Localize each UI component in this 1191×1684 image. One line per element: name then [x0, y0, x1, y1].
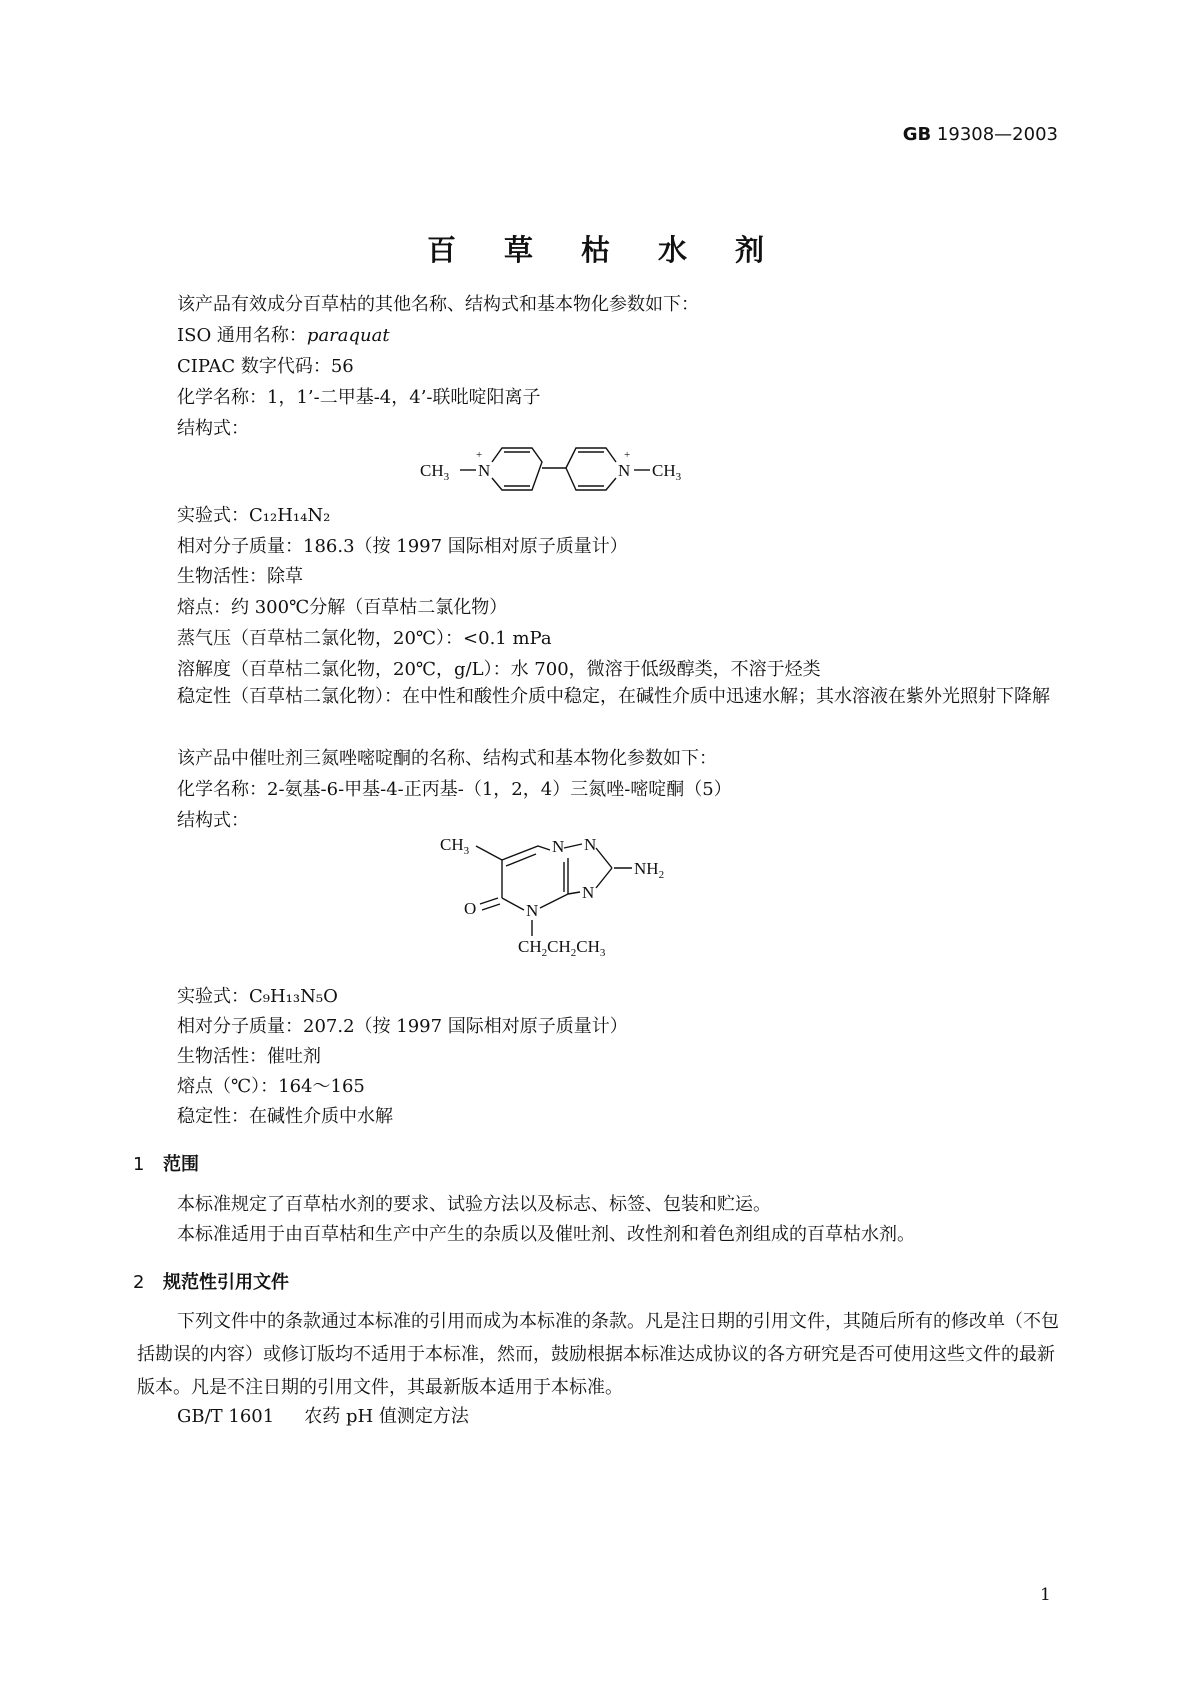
paraquat-molecular-mass: 相对分子质量：186.3（按 1997 国际相对原子质量计） [177, 536, 628, 557]
paraquat-activity: 生物活性：除草 [177, 566, 303, 587]
section-2-paragraph: 下列文件中的条款通过本标准的引用而成为本标准的条款。凡是注日期的引用文件，其随后所有的修改单（不包括勘误的内容）或修订版均不适用于本标准，然而，鼓励根据本标准达成协议的各方研究是否可使用这些文件的最新版本。凡是不注日期的引用文件，其最新版本适用于本标准。 [137, 1311, 1059, 1398]
paraquat-melting-point: 熔点：约 300℃分解（百草枯二氯化物） [177, 597, 508, 618]
propyl-group: $CH_2CH_2CH_3$ [518, 937, 606, 959]
structure-label: 结构式： [177, 418, 249, 439]
section-1-heading: 1 范围 [133, 1154, 199, 1175]
paraquat-formula: 实验式：C₁₂H₁₄N₂ [177, 505, 331, 526]
paraquat-vapor-pressure: 蒸气压（百草枯二氯化物，20℃）：<0.1 mPa [177, 628, 552, 649]
intro-text: 该产品有效成分百草枯的其他名称、结构式和基本物化参数如下： [177, 294, 699, 315]
emetic-stability: 稳定性：在碱性介质中水解 [177, 1106, 393, 1127]
emetic-structure-label: 结构式： [177, 810, 249, 831]
paraquat-solubility: 溶解度（百草枯二氯化物，20℃，g/L）：水 700，微溶于低级醇类，不溶于烃类 [177, 659, 821, 680]
left-nitrogen: N [478, 461, 491, 480]
page-number: 1 [1040, 1585, 1051, 1605]
paraquat-structure-diagram [420, 440, 740, 510]
ring-nitrogen-4: N [526, 901, 539, 920]
emetic-formula: 实验式：C₉H₁₃N₅O [177, 986, 338, 1007]
section-2-heading: 2 规范性引用文件 [133, 1272, 289, 1293]
iso-common-name: ISO 通用名称：paraquat [177, 325, 390, 346]
emetic-activity: 生物活性：催吐剂 [177, 1046, 321, 1067]
cipac-code: CIPAC 数字代码：56 [177, 356, 354, 377]
carbonyl-oxygen: O [464, 899, 477, 918]
emetic-molecular-mass: 相对分子质量：207.2（按 1997 国际相对原子质量计） [177, 1016, 628, 1037]
chemical-name: 化学名称：1，1’-二甲基-4，4’-联吡啶阳离子 [177, 387, 541, 408]
right-nitrogen: N [618, 461, 631, 480]
normative-reference-item: GB/T 1601 农药 pH 值测定方法 [177, 1406, 469, 1427]
left-methyl-group: $CH_3$ [420, 461, 450, 483]
left-charge: + [476, 449, 483, 461]
section-1-paragraph-1: 本标准规定了百草枯水剂的要求、试验方法以及标志、标签、包装和贮运。 [177, 1194, 771, 1215]
standard-code: GB 19308—2003 [902, 124, 1058, 145]
paraquat-stability: 稳定性（百草枯二氯化物）：在中性和酸性介质中稳定，在碱性介质中迅速水解；其水溶液在紫外光照射下降解 [177, 686, 1050, 707]
emetic-structure-diagram [440, 828, 700, 958]
document-title: 百草枯水剂 [426, 233, 812, 267]
right-charge: + [624, 449, 631, 461]
emetic-intro: 该产品中催吐剂三氮唑嘧啶酮的名称、结构式和基本物化参数如下： [177, 748, 717, 769]
ring-nitrogen-3: N [582, 883, 595, 902]
section-1-paragraph-2: 本标准适用于由百草枯和生产中产生的杂质以及催吐剂、改性剂和着色剂组成的百草枯水剂。 [177, 1224, 915, 1245]
ring-nitrogen-2: N [584, 835, 597, 854]
methyl-group: $CH_3$ [440, 835, 470, 857]
emetic-chemical-name: 化学名称：2-氨基-6-甲基-4-正丙基-（1，2，4）三氮唑-嘧啶酮（5） [177, 779, 732, 800]
ring-nitrogen-1: N [552, 837, 565, 856]
amino-group: $NH_2$ [634, 859, 665, 881]
right-methyl-group: $CH_3$ [652, 461, 682, 483]
emetic-melting-point: 熔点（℃）：164～165 [177, 1076, 365, 1097]
